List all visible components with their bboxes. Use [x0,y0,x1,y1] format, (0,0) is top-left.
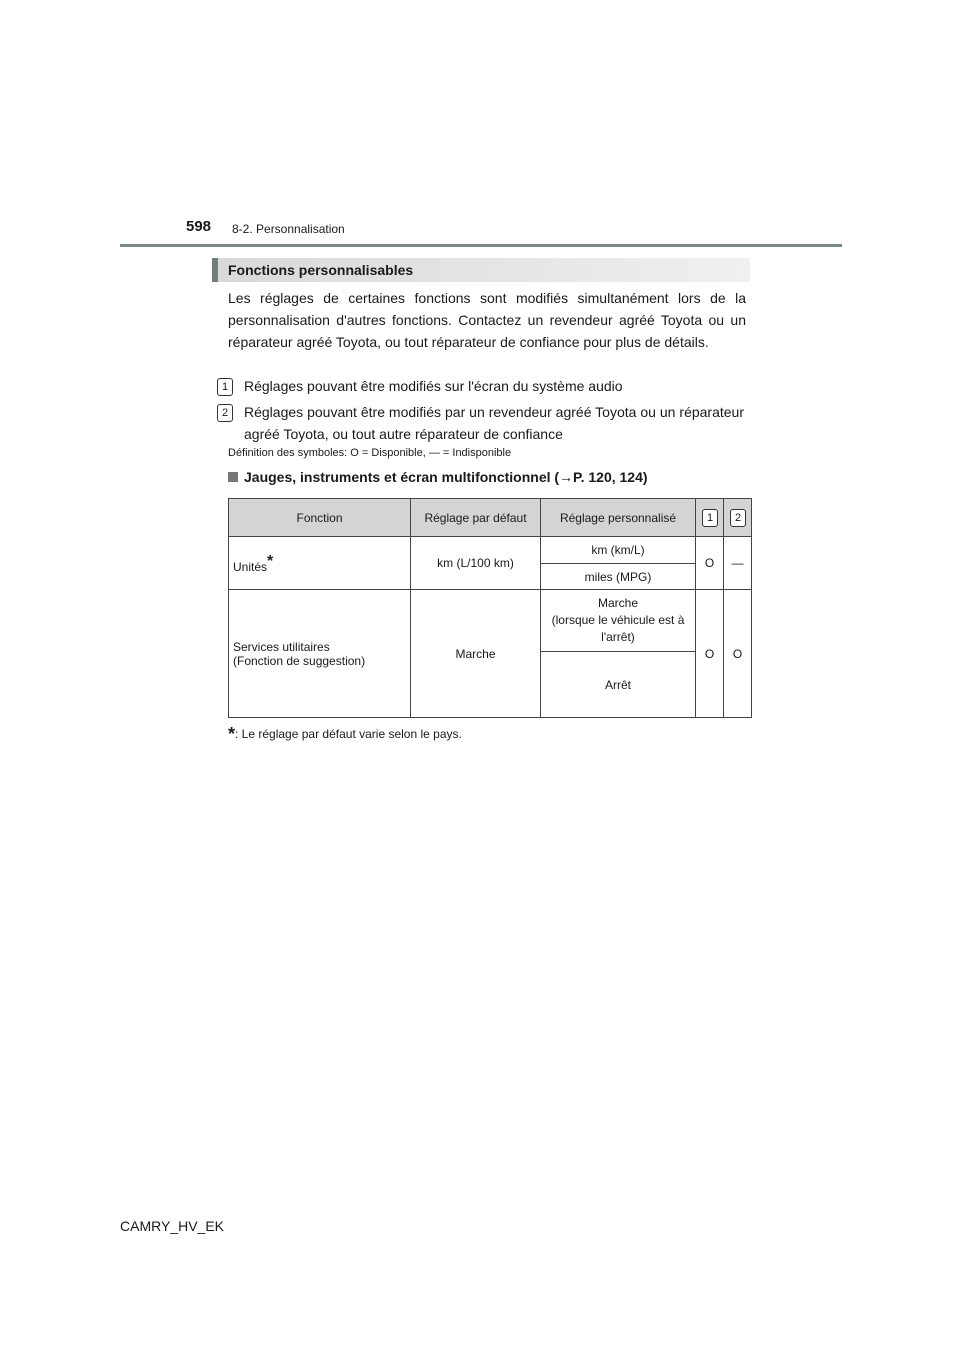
model-code: CAMRY_HV_EK [120,1218,225,1234]
intro-paragraph: Les réglages de certaines fonctions sont modifiés simultanément lors de la personnalisation d'autres fonctions. Contactez un revendeur agréé Toyota ou un réparateur agréé Toyota, ou tout réparateur de confiance pour plus de détails. [228,290,746,350]
header-col-2 [724,499,752,537]
cell-fonction: Services utilitaires (Fonction de suggestion) [229,590,411,718]
footnote [228,724,462,745]
footnote-text: : Le réglage par défaut varie selon le pays. [235,727,462,741]
breadcrumb: 8-2. Personnalisation [232,222,345,236]
table-row [229,590,752,652]
legend-badge-2: 2 [217,404,233,422]
square-bullet-icon [228,472,238,482]
header-perso: Réglage personnalisé [541,499,696,537]
cell-availability-2: — [724,537,752,590]
table-row [229,537,752,564]
cell-option: Marche (lorsque le véhicule est à l'arrêt) [541,590,696,652]
cell-availability-2: O [724,590,752,718]
table-header-row [229,499,752,537]
symbols-definition: Définition des symboles: O = Disponible, — = Indisponible [228,447,512,459]
column-badge-2: 2 [730,509,746,527]
header-divider [120,244,842,247]
section-title: Fonctions personnalisables [212,258,750,282]
subheading [228,469,648,485]
fonction-name: Unités [233,559,268,574]
footnote-asterisk: * [228,724,236,744]
cell-option: km (km/L) [541,537,696,564]
legend-text-1: Réglages pouvant être modifiés sur l'écran du système audio [244,378,623,394]
page-number: 598 [186,218,212,235]
cell-availability-1: O [696,537,724,590]
header-fonction: Fonction [229,499,411,537]
cell-option: miles (MPG) [541,564,696,590]
column-badge-1: 1 [702,509,718,527]
subheading-text: Jauges, instruments et écran multifonctionnel (→P. 120, 124) [244,469,648,485]
settings-table [228,498,752,718]
cell-defaut: Marche [411,590,541,718]
legend-badge-1: 1 [217,378,233,396]
cell-availability-1: O [696,590,724,718]
cell-fonction [229,537,411,590]
legend-text-2: Réglages pouvant être modifiés par un revendeur agréé Toyota ou un réparateur agréé Toyota, ou tout autre réparateur de confiance [244,404,744,442]
asterisk-marker: * [267,552,274,570]
header-col-1 [696,499,724,537]
cell-option: Arrêt [541,652,696,718]
cell-defaut: km (L/100 km) [411,537,541,590]
header-defaut: Réglage par défaut [411,499,541,537]
